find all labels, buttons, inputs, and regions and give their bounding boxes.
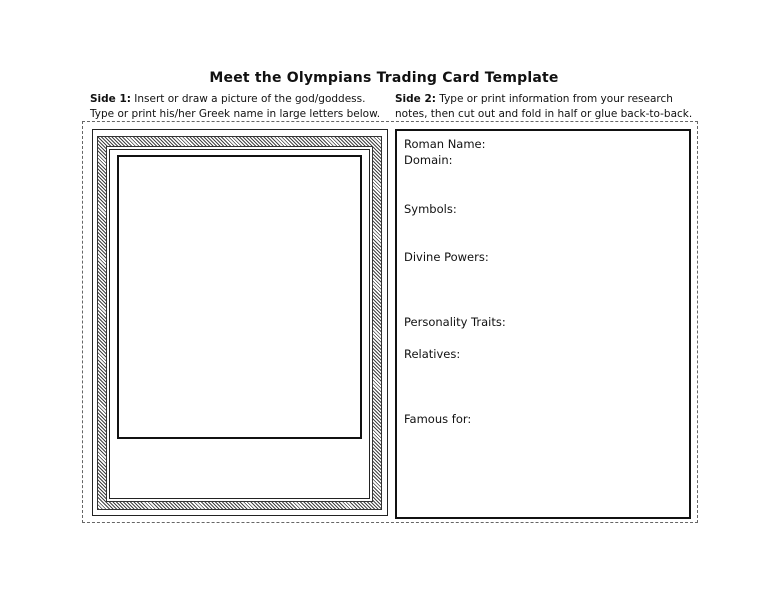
page-title: Meet the Olympians Trading Card Template: [209, 70, 559, 86]
field-roman-name: Roman Name:: [404, 137, 486, 151]
field-symbols: Symbols:: [404, 202, 457, 216]
picture-box: [117, 155, 362, 439]
side2-instruction-line1: [395, 92, 692, 107]
field-divine-powers: Divine Powers:: [404, 250, 489, 264]
side1-text-line2: Type or print his/her Greek name in large letters below.: [90, 108, 381, 120]
side1-label: Side 1:: [90, 93, 131, 105]
side2-text-line1: Type or print information from your research: [435, 93, 673, 105]
field-relatives: Relatives:: [404, 347, 461, 361]
side2-instructions: [395, 92, 692, 122]
field-famous-for: Famous for:: [404, 412, 472, 426]
side2-text-line2: notes, then cut out and fold in half or glue back-to-back.: [395, 108, 693, 120]
side1-text-line1: Insert or draw a picture of the god/goddess.: [130, 93, 366, 105]
field-personality-traits: Personality Traits:: [404, 315, 506, 329]
side2-label: Side 2:: [395, 93, 436, 105]
field-domain: Domain:: [404, 153, 453, 167]
side1-instruction-line1: [90, 92, 380, 107]
side1-instructions: [90, 92, 380, 122]
